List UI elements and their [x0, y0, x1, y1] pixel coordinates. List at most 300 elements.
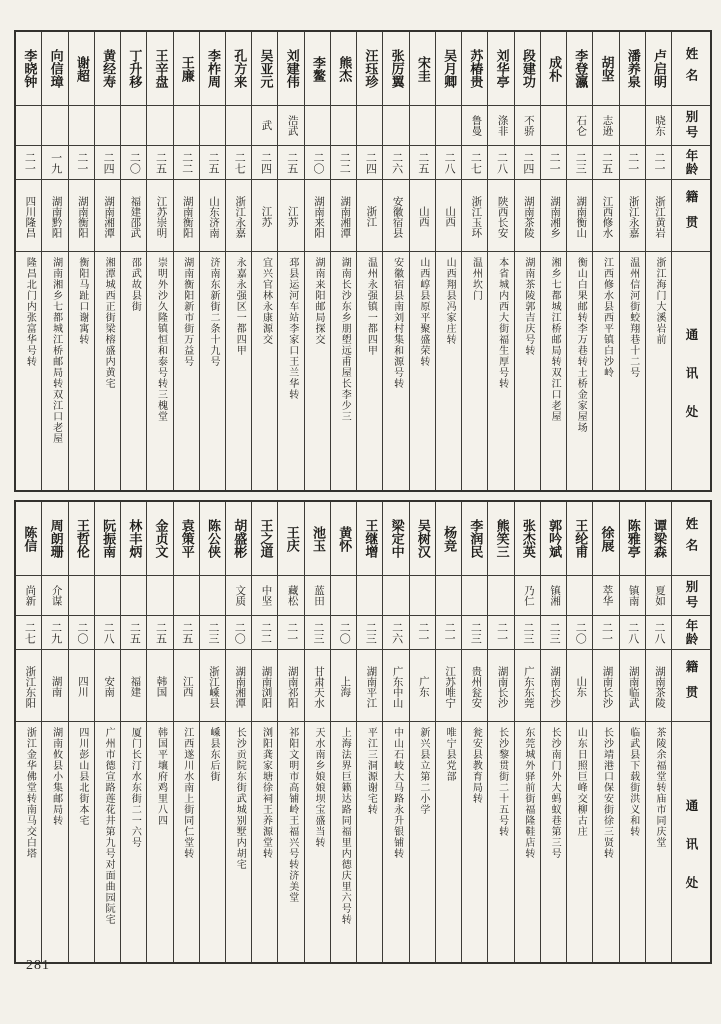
native-place-cell: 湖南茶陵: [646, 650, 671, 722]
address-cell: 长沙黎贯街二十五号转: [496, 727, 508, 837]
directory-entry-column: [226, 32, 252, 490]
native-place-cell: 四川: [69, 650, 94, 722]
native-place-cell: 湖南浏阳: [252, 650, 277, 722]
name-cell: 王纶甫: [567, 502, 592, 576]
alias-cell: [410, 576, 435, 616]
name-cell: 刘华亭: [488, 32, 513, 106]
native-place-cell: 湖南长沙: [541, 650, 566, 722]
name-cell: 周朗珊: [42, 502, 67, 576]
native-place-cell: 江苏崇明: [147, 180, 172, 252]
alias-cell: [357, 576, 382, 616]
directory-entry-column: [567, 502, 593, 962]
address-cell: 江西修水县西平镇白沙岭: [601, 257, 613, 378]
native-place-cell: 江苏唯宁: [436, 650, 461, 722]
alias-cell: [410, 106, 435, 146]
directory-entry-column: [410, 502, 436, 962]
alias-cell: [147, 106, 172, 146]
header-native: 籍贯: [672, 180, 710, 252]
alias-cell: 浩武: [278, 106, 303, 146]
address-cell: 瓮安县教育局转: [470, 727, 482, 804]
native-place-cell: 贵州瓮安: [462, 650, 487, 722]
header-native: 籍贯: [672, 650, 710, 722]
address-cell: 湖南攸县小集邮局转: [50, 727, 62, 826]
address-cell: 湖南衡阳新市街万益号: [181, 257, 193, 367]
alias-cell: [95, 576, 120, 616]
native-place-cell: 浙江黄岩: [646, 180, 671, 252]
native-place-cell: 浙江永嘉: [226, 180, 251, 252]
age-cell: 二一: [488, 616, 513, 650]
address-cell: 浙江海门大溪岩前: [654, 257, 665, 345]
native-place-cell: 山西: [436, 180, 461, 252]
native-place-cell: 陕西长安: [488, 180, 513, 252]
age-cell: 二三: [357, 616, 382, 650]
directory-entry-column: [383, 32, 409, 490]
age-cell: 二四: [357, 146, 382, 180]
name-cell: 丁升移: [121, 32, 146, 106]
address-cell: 邵武故县街: [129, 257, 141, 312]
alias-cell: [200, 576, 225, 616]
native-place-cell: 湖南衡阳: [174, 180, 199, 252]
alias-cell: 镇湘: [541, 576, 566, 616]
age-cell: 二三: [541, 616, 566, 650]
name-cell: 苏椿贵: [462, 32, 487, 106]
directory-entry-column: [95, 502, 121, 962]
age-cell: 二〇: [567, 616, 592, 650]
native-place-cell: 湖南湘乡: [541, 180, 566, 252]
directory-entry-column: [69, 502, 95, 962]
address-cell: 中山石岐大马路永升银铺转: [391, 727, 403, 859]
directory-entry-column: [42, 502, 68, 962]
name-cell: 陈公侠: [200, 502, 225, 576]
age-cell: 二一: [620, 146, 645, 180]
address-cell: 济南东新街二条十九号: [208, 257, 220, 367]
alias-cell: [69, 576, 94, 616]
page-number: 281: [26, 958, 50, 973]
native-place-cell: 山东济南: [200, 180, 225, 252]
age-cell: 二二: [174, 146, 199, 180]
name-cell: 张杰英: [515, 502, 540, 576]
name-cell: 王继增: [357, 502, 382, 576]
address-cell: 唯宁县党部: [444, 727, 456, 782]
address-cell: 长沙贡院东街武城别墅内胡宅: [234, 727, 246, 870]
age-cell: 二五: [147, 146, 172, 180]
header-name: 姓名: [672, 502, 710, 576]
address-cell: 祁阳文明市高铺岭王福兴号转济美堂: [286, 727, 298, 903]
address-cell: 本省城内西大街福生厚号转: [496, 257, 508, 389]
native-place-cell: 山西: [410, 180, 435, 252]
directory-entry-column: [200, 502, 226, 962]
age-cell: 二一: [69, 146, 94, 180]
age-cell: 二三: [462, 616, 487, 650]
directory-table-bottom: [14, 500, 712, 964]
directory-entry-column: [488, 502, 514, 962]
native-place-cell: 湖南: [42, 650, 67, 722]
directory-entry-column: [515, 32, 541, 490]
name-cell: 王哲伦: [69, 502, 94, 576]
name-cell: 徐展: [593, 502, 618, 576]
name-cell: 谢超: [69, 32, 94, 106]
age-cell: 二三: [200, 616, 225, 650]
age-cell: 二五: [147, 616, 172, 650]
age-cell: 二八: [646, 616, 671, 650]
age-cell: 二一: [646, 146, 671, 180]
alias-cell: [331, 576, 356, 616]
directory-entry-column: [620, 32, 646, 490]
name-cell: 黄经寿: [95, 32, 120, 106]
name-cell: 宋圭: [410, 32, 435, 106]
directory-entry-column: [383, 502, 409, 962]
address-cell: 崇明外沙久隆镇恒和泰号转三槐堂: [155, 257, 167, 422]
directory-entry-column: [541, 502, 567, 962]
age-cell: 二一: [541, 146, 566, 180]
name-cell: 吴月卿: [436, 32, 461, 106]
name-cell: 李鳌: [305, 32, 330, 106]
age-cell: 二五: [278, 146, 303, 180]
address-cell: 衡阳马趾口谢寓转: [76, 257, 88, 345]
directory-entry-column: [567, 32, 593, 490]
alias-cell: [226, 106, 251, 146]
directory-entry-column: [252, 32, 278, 490]
address-cell: 湖南来阳邮局探交: [312, 257, 324, 345]
age-cell: 二四: [252, 146, 277, 180]
directory-entry-column: [436, 502, 462, 962]
native-place-cell: 广东东莞: [515, 650, 540, 722]
name-cell: 熊笑三: [488, 502, 513, 576]
address-cell: 江西遂川水南上街同仁堂转: [181, 727, 193, 859]
directory-table-top: [14, 30, 712, 492]
address-cell: 广州市德宣路莲花井第九号对面曲园阮宅: [103, 727, 115, 925]
alias-cell: 不骄: [515, 106, 540, 146]
alias-cell: 中坚: [252, 576, 277, 616]
alias-cell: [462, 576, 487, 616]
native-place-cell: 福建: [121, 650, 146, 722]
name-cell: 王辛盘: [147, 32, 172, 106]
alias-cell: [95, 106, 120, 146]
native-place-cell: 浙江永嘉: [620, 180, 645, 252]
alias-cell: [383, 106, 408, 146]
name-cell: 熊杰: [331, 32, 356, 106]
native-place-cell: 湖南祁阳: [278, 650, 303, 722]
alias-cell: [121, 576, 146, 616]
directory-entry-column: [515, 502, 541, 962]
name-cell: 李晓钟: [16, 32, 41, 106]
address-cell: 邳县运河车站李家口王兰华转: [286, 257, 298, 400]
age-cell: 二一: [593, 616, 618, 650]
alias-cell: 乃仁: [515, 576, 540, 616]
directory-entry-column: [357, 32, 383, 490]
header-age: 年龄: [672, 146, 710, 180]
alias-cell: 石仑: [567, 106, 592, 146]
name-cell: 汪珏珍: [357, 32, 382, 106]
address-cell: 衡山白果邮转李万巷转土桥金家屋场: [575, 257, 587, 433]
name-cell: 金贞文: [147, 502, 172, 576]
header-address: 通讯处: [684, 328, 698, 444]
address-cell: 山东日照巨峰交柳古庄: [575, 727, 587, 837]
native-place-cell: 江西: [174, 650, 199, 722]
address-cell: 永嘉永强区一都四甲: [234, 257, 246, 356]
alias-cell: [541, 106, 566, 146]
name-cell: 胡坚: [593, 32, 618, 106]
address-cell: 湘乡七都城江桥邮局转双江口老屋: [549, 257, 561, 422]
age-cell: 二一: [278, 616, 303, 650]
alias-cell: [436, 576, 461, 616]
name-cell: 向信璋: [42, 32, 67, 106]
alias-cell: 镇南: [620, 576, 645, 616]
name-cell: 李柞周: [200, 32, 225, 106]
name-cell: 池玉: [305, 502, 330, 576]
alias-cell: 萃华: [593, 576, 618, 616]
age-cell: 一九: [42, 146, 67, 180]
address-cell: 长沙靖港口保安街徐三贤转: [601, 727, 613, 859]
directory-entry-column: [488, 32, 514, 490]
alias-cell: [42, 106, 67, 146]
name-cell: 袁策平: [174, 502, 199, 576]
name-cell: 王廉: [174, 32, 199, 106]
directory-entry-column: [436, 32, 462, 490]
alias-cell: [147, 576, 172, 616]
native-place-cell: 江苏: [252, 180, 277, 252]
name-cell: 卢启明: [646, 32, 671, 106]
address-cell: 浏阳龚家塘徐祠王养源堂转: [260, 727, 272, 859]
address-cell: 韩国平壤府鸡里八四: [155, 727, 167, 826]
native-place-cell: 浙江: [357, 180, 382, 252]
address-cell: 上海法界巨籁达路同福里内德庆里六号转: [339, 727, 351, 925]
native-place-cell: 四川隆昌: [16, 180, 41, 252]
name-cell: 谭梁森: [646, 502, 671, 576]
address-cell: 湖南长沙东乡朋塱远甫屋长李少三: [339, 257, 351, 422]
native-place-cell: 湖南临武: [620, 650, 645, 722]
alias-cell: 藏松: [278, 576, 303, 616]
alias-cell: [305, 106, 330, 146]
directory-entry-column: [331, 502, 357, 962]
directory-entry-column: [147, 502, 173, 962]
address-cell: 湘潭城西正街梁榕盛内黄宅: [103, 257, 115, 389]
alias-cell: 蓝田: [305, 576, 330, 616]
address-cell: 安徽宿县南刘村集和源号转: [391, 257, 403, 389]
native-place-cell: 湖南湘潭: [95, 180, 120, 252]
name-cell: 吴树汉: [410, 502, 435, 576]
alias-cell: 晓东: [646, 106, 671, 146]
directory-entry-column: [331, 32, 357, 490]
native-place-cell: 安南: [95, 650, 120, 722]
name-cell: 张厉翼: [383, 32, 408, 106]
name-cell: 吴亚元: [252, 32, 277, 106]
alias-cell: [16, 106, 41, 146]
name-cell: 陈雅亭: [620, 502, 645, 576]
native-place-cell: 上海: [331, 650, 356, 722]
alias-cell: 夏如: [646, 576, 671, 616]
directory-entry-column: [200, 32, 226, 490]
age-cell: 二六: [383, 146, 408, 180]
address-cell: 茶陵余福堂转庙市同庆堂: [654, 727, 665, 848]
native-place-cell: 江西修水: [593, 180, 618, 252]
alias-cell: [436, 106, 461, 146]
alias-cell: [488, 576, 513, 616]
age-cell: 二七: [226, 146, 251, 180]
directory-entry-column: [147, 32, 173, 490]
directory-entry-column: [620, 502, 646, 962]
native-place-cell: 湖南长沙: [593, 650, 618, 722]
native-place-cell: 浙江嵊县: [200, 650, 225, 722]
name-cell: 王之道: [252, 502, 277, 576]
directory-entry-column: [462, 32, 488, 490]
age-cell: 二四: [515, 146, 540, 180]
directory-entry-column: [305, 32, 331, 490]
alias-cell: [121, 106, 146, 146]
alias-cell: [331, 106, 356, 146]
age-cell: 二四: [95, 146, 120, 180]
native-place-cell: 湖南平江: [357, 650, 382, 722]
age-cell: 二五: [410, 146, 435, 180]
address-cell: 湖南湘乡七都城江桥邮局转双江口老屋: [50, 257, 62, 444]
address-cell: 平江三洞源谢宅转: [365, 727, 377, 815]
age-cell: 二三: [515, 616, 540, 650]
name-cell: 孔方来: [226, 32, 251, 106]
alias-cell: 尚新: [16, 576, 41, 616]
directory-entry-column: [121, 32, 147, 490]
age-cell: 二五: [593, 146, 618, 180]
alias-cell: [200, 106, 225, 146]
age-cell: 二三: [567, 146, 592, 180]
name-cell: 胡盛彬: [226, 502, 251, 576]
age-cell: 二一: [436, 616, 461, 650]
age-cell: 二七: [462, 146, 487, 180]
alias-cell: 介谋: [42, 576, 67, 616]
name-cell: 林丰炳: [121, 502, 146, 576]
directory-entry-column: [410, 32, 436, 490]
directory-entry-column: [252, 502, 278, 962]
address-cell: 嵊县东后街: [208, 727, 220, 782]
directory-entry-column: [462, 502, 488, 962]
age-cell: 二〇: [226, 616, 251, 650]
directory-entry-column: [646, 502, 672, 962]
age-cell: 二二: [331, 146, 356, 180]
age-cell: 二八: [436, 146, 461, 180]
alias-cell: 涤非: [488, 106, 513, 146]
header-alias: 别号: [672, 106, 710, 146]
alias-cell: [620, 106, 645, 146]
age-cell: 二五: [174, 616, 199, 650]
alias-cell: [567, 576, 592, 616]
native-place-cell: 山东: [567, 650, 592, 722]
native-place-cell: 湖南茶陵: [515, 180, 540, 252]
directory-entry-column: [305, 502, 331, 962]
native-place-cell: 广东中山: [383, 650, 408, 722]
native-place-cell: 湖南湘潭: [226, 650, 251, 722]
header-address: 通讯处: [684, 799, 698, 915]
alias-cell: [174, 576, 199, 616]
address-cell: 温州永强镇一都四甲: [365, 257, 377, 356]
directory-entry-column: [278, 32, 304, 490]
native-place-cell: 甘肃天水: [305, 650, 330, 722]
native-place-cell: 江苏: [278, 180, 303, 252]
address-cell: 长沙南门外大蚂蚁巷第三号: [549, 727, 561, 859]
native-place-cell: 湖南衡阳: [69, 180, 94, 252]
name-cell: 梁定中: [383, 502, 408, 576]
age-cell: 二六: [383, 616, 408, 650]
address-cell: 温州信河街蛟翔巷十二号: [627, 257, 639, 378]
native-place-cell: 广东: [410, 650, 435, 722]
alias-cell: 文质: [226, 576, 251, 616]
address-cell: 隆昌北门内张富华号转: [24, 257, 36, 367]
directory-entry-column: [121, 502, 147, 962]
directory-entry-column: [174, 32, 200, 490]
address-cell: 山西崞县原平聚盛荣转: [417, 257, 429, 367]
directory-entry-column: [357, 502, 383, 962]
name-cell: 成朴: [541, 32, 566, 106]
table-header-column: [672, 32, 710, 490]
age-cell: 二三: [305, 616, 330, 650]
name-cell: 陈信: [16, 502, 41, 576]
native-place-cell: 湖南湘潭: [331, 180, 356, 252]
alias-cell: 鲁曼: [462, 106, 487, 146]
header-age: 年龄: [672, 616, 710, 650]
age-cell: 二五: [200, 146, 225, 180]
header-alias: 别号: [672, 576, 710, 616]
age-cell: 二〇: [331, 616, 356, 650]
alias-cell: [357, 106, 382, 146]
age-cell: 二七: [16, 616, 41, 650]
directory-entry-column: [16, 32, 42, 490]
address-cell: 宜兴官林永康源交: [260, 257, 272, 345]
directory-entry-column: [174, 502, 200, 962]
address-cell: 湖南茶陵郭吉庆号转: [522, 257, 534, 356]
alias-cell: [174, 106, 199, 146]
age-cell: 二〇: [69, 616, 94, 650]
name-cell: 潘养泉: [620, 32, 645, 106]
age-cell: 二〇: [305, 146, 330, 180]
native-place-cell: 浙江东阳: [16, 650, 41, 722]
header-name: 姓名: [672, 32, 710, 106]
native-place-cell: 湖南长沙: [488, 650, 513, 722]
native-place-cell: 湖南来阳: [305, 180, 330, 252]
address-cell: 浙江金华佛堂转南马交白塔: [24, 727, 36, 859]
directory-entry-column: [16, 502, 42, 962]
native-place-cell: 福建邵武: [121, 180, 146, 252]
directory-entry-column: [593, 32, 619, 490]
directory-entry-column: [42, 32, 68, 490]
directory-entry-column: [593, 502, 619, 962]
native-place-cell: 韩国: [147, 650, 172, 722]
address-cell: 厦门长汀水东街二一六号: [129, 727, 141, 848]
age-cell: 二八: [620, 616, 645, 650]
address-cell: 四川彭山县北街本宅: [76, 727, 88, 826]
native-place-cell: 湖南衡山: [567, 180, 592, 252]
age-cell: 二九: [42, 616, 67, 650]
directory-entry-column: [646, 32, 672, 490]
age-cell: 二八: [95, 616, 120, 650]
age-cell: 二五: [121, 616, 146, 650]
name-cell: 刘建伟: [278, 32, 303, 106]
directory-entry-column: [278, 502, 304, 962]
directory-entry-column: [95, 32, 121, 490]
name-cell: 王庆: [278, 502, 303, 576]
native-place-cell: 浙江玉环: [462, 180, 487, 252]
directory-entry-column: [69, 32, 95, 490]
name-cell: 杨竞: [436, 502, 461, 576]
address-cell: 东莞城外驿前街福隆鞋店转: [522, 727, 534, 859]
name-cell: 李登瀛: [567, 32, 592, 106]
address-cell: 新兴县立第二小学: [417, 727, 429, 815]
alias-cell: [69, 106, 94, 146]
name-cell: 阮振南: [95, 502, 120, 576]
alias-cell: 志逊: [593, 106, 618, 146]
native-place-cell: 湖南黔阳: [42, 180, 67, 252]
name-cell: 黄怀: [331, 502, 356, 576]
age-cell: 二〇: [121, 146, 146, 180]
native-place-cell: 安徽宿县: [383, 180, 408, 252]
address-cell: 山西翔县冯家庄转: [444, 257, 456, 345]
